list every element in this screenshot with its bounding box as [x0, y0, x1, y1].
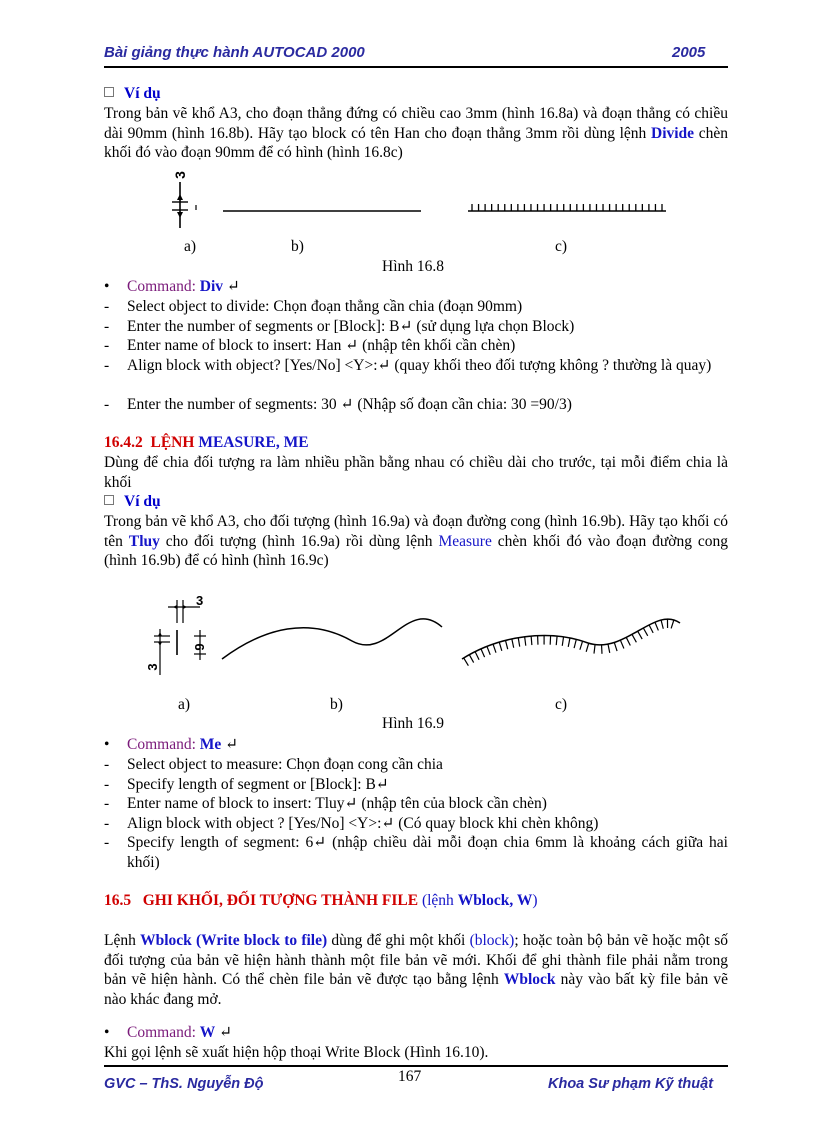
div-step-2: - Enter the number of segments or [Block]: B↵ (sử dụng lựa chọn Block) [104, 318, 575, 335]
measure-tick [608, 644, 610, 653]
measure-tick [580, 641, 583, 650]
paragraph-1: Trong bản vẽ khổ A3, cho đoạn thẳng đứng có chiều cao 3mm (hình 16.8a) và đoạn thẳng có chiều dài 90mm (hình 16.8b). Hãy tạo block có tên Han cho đoạn thẳng 3mm rồi dùng lệnh Divide chèn khối đó vào đoạn 90mm để có hình (hình 16.8c) [104, 105, 729, 161]
fig-16-8a-block [172, 171, 196, 228]
footer-department: Khoa Sư phạm Kỹ thuật [548, 1076, 714, 1092]
measure-tick [638, 631, 642, 639]
figure-16-8 [150, 160, 690, 240]
section-16-4-2-heading: 16.4.2 LỆNH MEASURE, ME [104, 434, 309, 451]
header-rule [104, 66, 728, 68]
div-step-4: - Align block with object? [Yes/No] <Y>:↵ (quay khối theo đối tượng không ? thường là quay) [104, 357, 712, 374]
measure-tick [562, 637, 563, 646]
fig-16-8c-divided-line [468, 204, 666, 211]
div-command: • Command: Div ↵ [104, 278, 240, 295]
measure-tick [512, 639, 514, 648]
fig-16-9-label-a: a) [178, 696, 191, 713]
figure-16-9 [140, 585, 700, 690]
me-step-5: - Specify length of segment: 6↵ (nhập chiều dài mỗi đoạn chia 6mm là khoảng cách giữa hai khối) [104, 834, 728, 871]
measure-tick [469, 655, 473, 663]
fig-16-8-label-c: c) [555, 238, 568, 255]
div-step-1: - Select object to divide: Chọn đoạn thẳng cần chia (đoạn 90mm) [104, 298, 523, 315]
fig-16-9c-measured-curve [462, 619, 680, 666]
fig-16-9-label-b: b) [330, 696, 343, 713]
footer-rule [104, 1065, 728, 1067]
div-step-3: - Enter name of block to insert: Han ↵ (nhập tên khối cần chèn) [104, 337, 516, 354]
fig-16-8a-dim: 3 [172, 171, 188, 179]
fig-16-9a-dim-left: 3 [145, 663, 160, 671]
measure-tick [493, 644, 496, 653]
checkbox-icon [104, 495, 114, 505]
measure-tick [655, 622, 658, 630]
fig-16-9b-curve-path [222, 619, 442, 659]
fig-16-8-label-a: a) [184, 238, 197, 255]
measure-tick [518, 638, 519, 647]
me-command: • Command: Me ↵ [104, 736, 239, 753]
measure-tick [574, 639, 576, 648]
measure-tick [531, 636, 532, 645]
measure-tick [481, 649, 485, 657]
fig-16-9a-dim-top: 3 [196, 593, 204, 608]
div-step-5: - Enter the number of segments: 30 ↵ (Nhập số đoạn cần chia: 30 =90/3) [104, 396, 572, 413]
paragraph-3: Trong bản vẽ khổ A3, cho đối tượng (hình 16.9a) và đoạn đường cong (hình 16.9b). Hãy tạo khối có tên Tluy cho đối tượng (hình 16.9a) rồi dùng lệnh Measure chèn khối đó vào đoạn đường cong (hình 16.9b) để có hình (hình 16.9c) [104, 513, 729, 569]
example-label-2: Ví dụ [104, 492, 161, 512]
fig-16-8-label-b: b) [291, 238, 304, 255]
me-step-2: - Specify length of segment or [Block]: B↵ [104, 776, 389, 793]
measure-tick [620, 640, 624, 648]
measure-tick [556, 636, 557, 645]
measure-tick [464, 658, 469, 666]
me-step-1: - Select object to measure: Chọn đoạn cong cần chia [104, 756, 443, 773]
measure-tick [671, 620, 674, 629]
measure-tick [506, 640, 508, 649]
measure-tick [594, 645, 595, 654]
example-label-1: Ví dụ [104, 84, 161, 104]
paragraph-2: Dùng để chia đối tượng ra làm nhiều phần bằng nhau có chiều dài cho trước, tại mỗi điểm chia là khối [104, 454, 728, 491]
fig-16-8-caption: Hình 16.8 [382, 258, 444, 275]
page-number: 167 [398, 1068, 422, 1085]
measure-tick [568, 638, 570, 647]
measure-tick [487, 646, 490, 654]
header-year: 2005 [672, 44, 706, 61]
w-command: • Command: W ↵ [104, 1024, 233, 1041]
paragraph-5: Khi gọi lệnh sẽ xuất hiện hộp thoại Write Block (Hình 16.10). [104, 1044, 489, 1061]
measure-tick [661, 620, 663, 629]
fig-16-9-label-c: c) [555, 696, 568, 713]
measure-tick [626, 637, 630, 645]
measure-tick [475, 652, 479, 660]
section-16-5-heading: 16.5 GHI KHỐI, ĐỐI TƯỢNG THÀNH FILE (lệnh Wblock, W) [104, 892, 538, 909]
footer-author: GVC – ThS. Nguyễn Độ [104, 1076, 264, 1092]
fig-16-9a-block [145, 593, 207, 675]
measure-tick [614, 642, 617, 651]
measure-tick [649, 625, 653, 633]
measure-tick [499, 642, 502, 651]
measure-tick [586, 643, 589, 652]
me-step-3: - Enter name of block to insert: Tluy↵ (nhập tên của block cần chèn) [104, 795, 547, 812]
fig-16-9a-dim-right: 9 [192, 643, 207, 651]
fig-16-9-caption: Hình 16.9 [382, 715, 444, 732]
measure-tick [643, 628, 647, 636]
paragraph-4: Lệnh Wblock (Write block to file) dùng để ghi một khối (block); hoặc toàn bộ bản vẽ hoặc một số đối tượng của bản vẽ hiện hành thành một file bản vẽ mới. Khối để ghi thành file phải nằm trong bản vẽ hiện hành. Có thể chèn file bản vẽ được tạo bằng lệnh Wblock này vào bất kỳ file bản vẽ nào khác đang mở. [104, 932, 729, 1008]
measure-tick [525, 637, 526, 646]
me-step-4: - Align block with object ? [Yes/No] <Y>:↵ (Có quay block khi chèn không) [104, 815, 599, 832]
measure-tick [632, 634, 636, 642]
checkbox-icon [104, 87, 114, 97]
header-title: Bài giảng thực hành AUTOCAD 2000 [104, 44, 365, 61]
